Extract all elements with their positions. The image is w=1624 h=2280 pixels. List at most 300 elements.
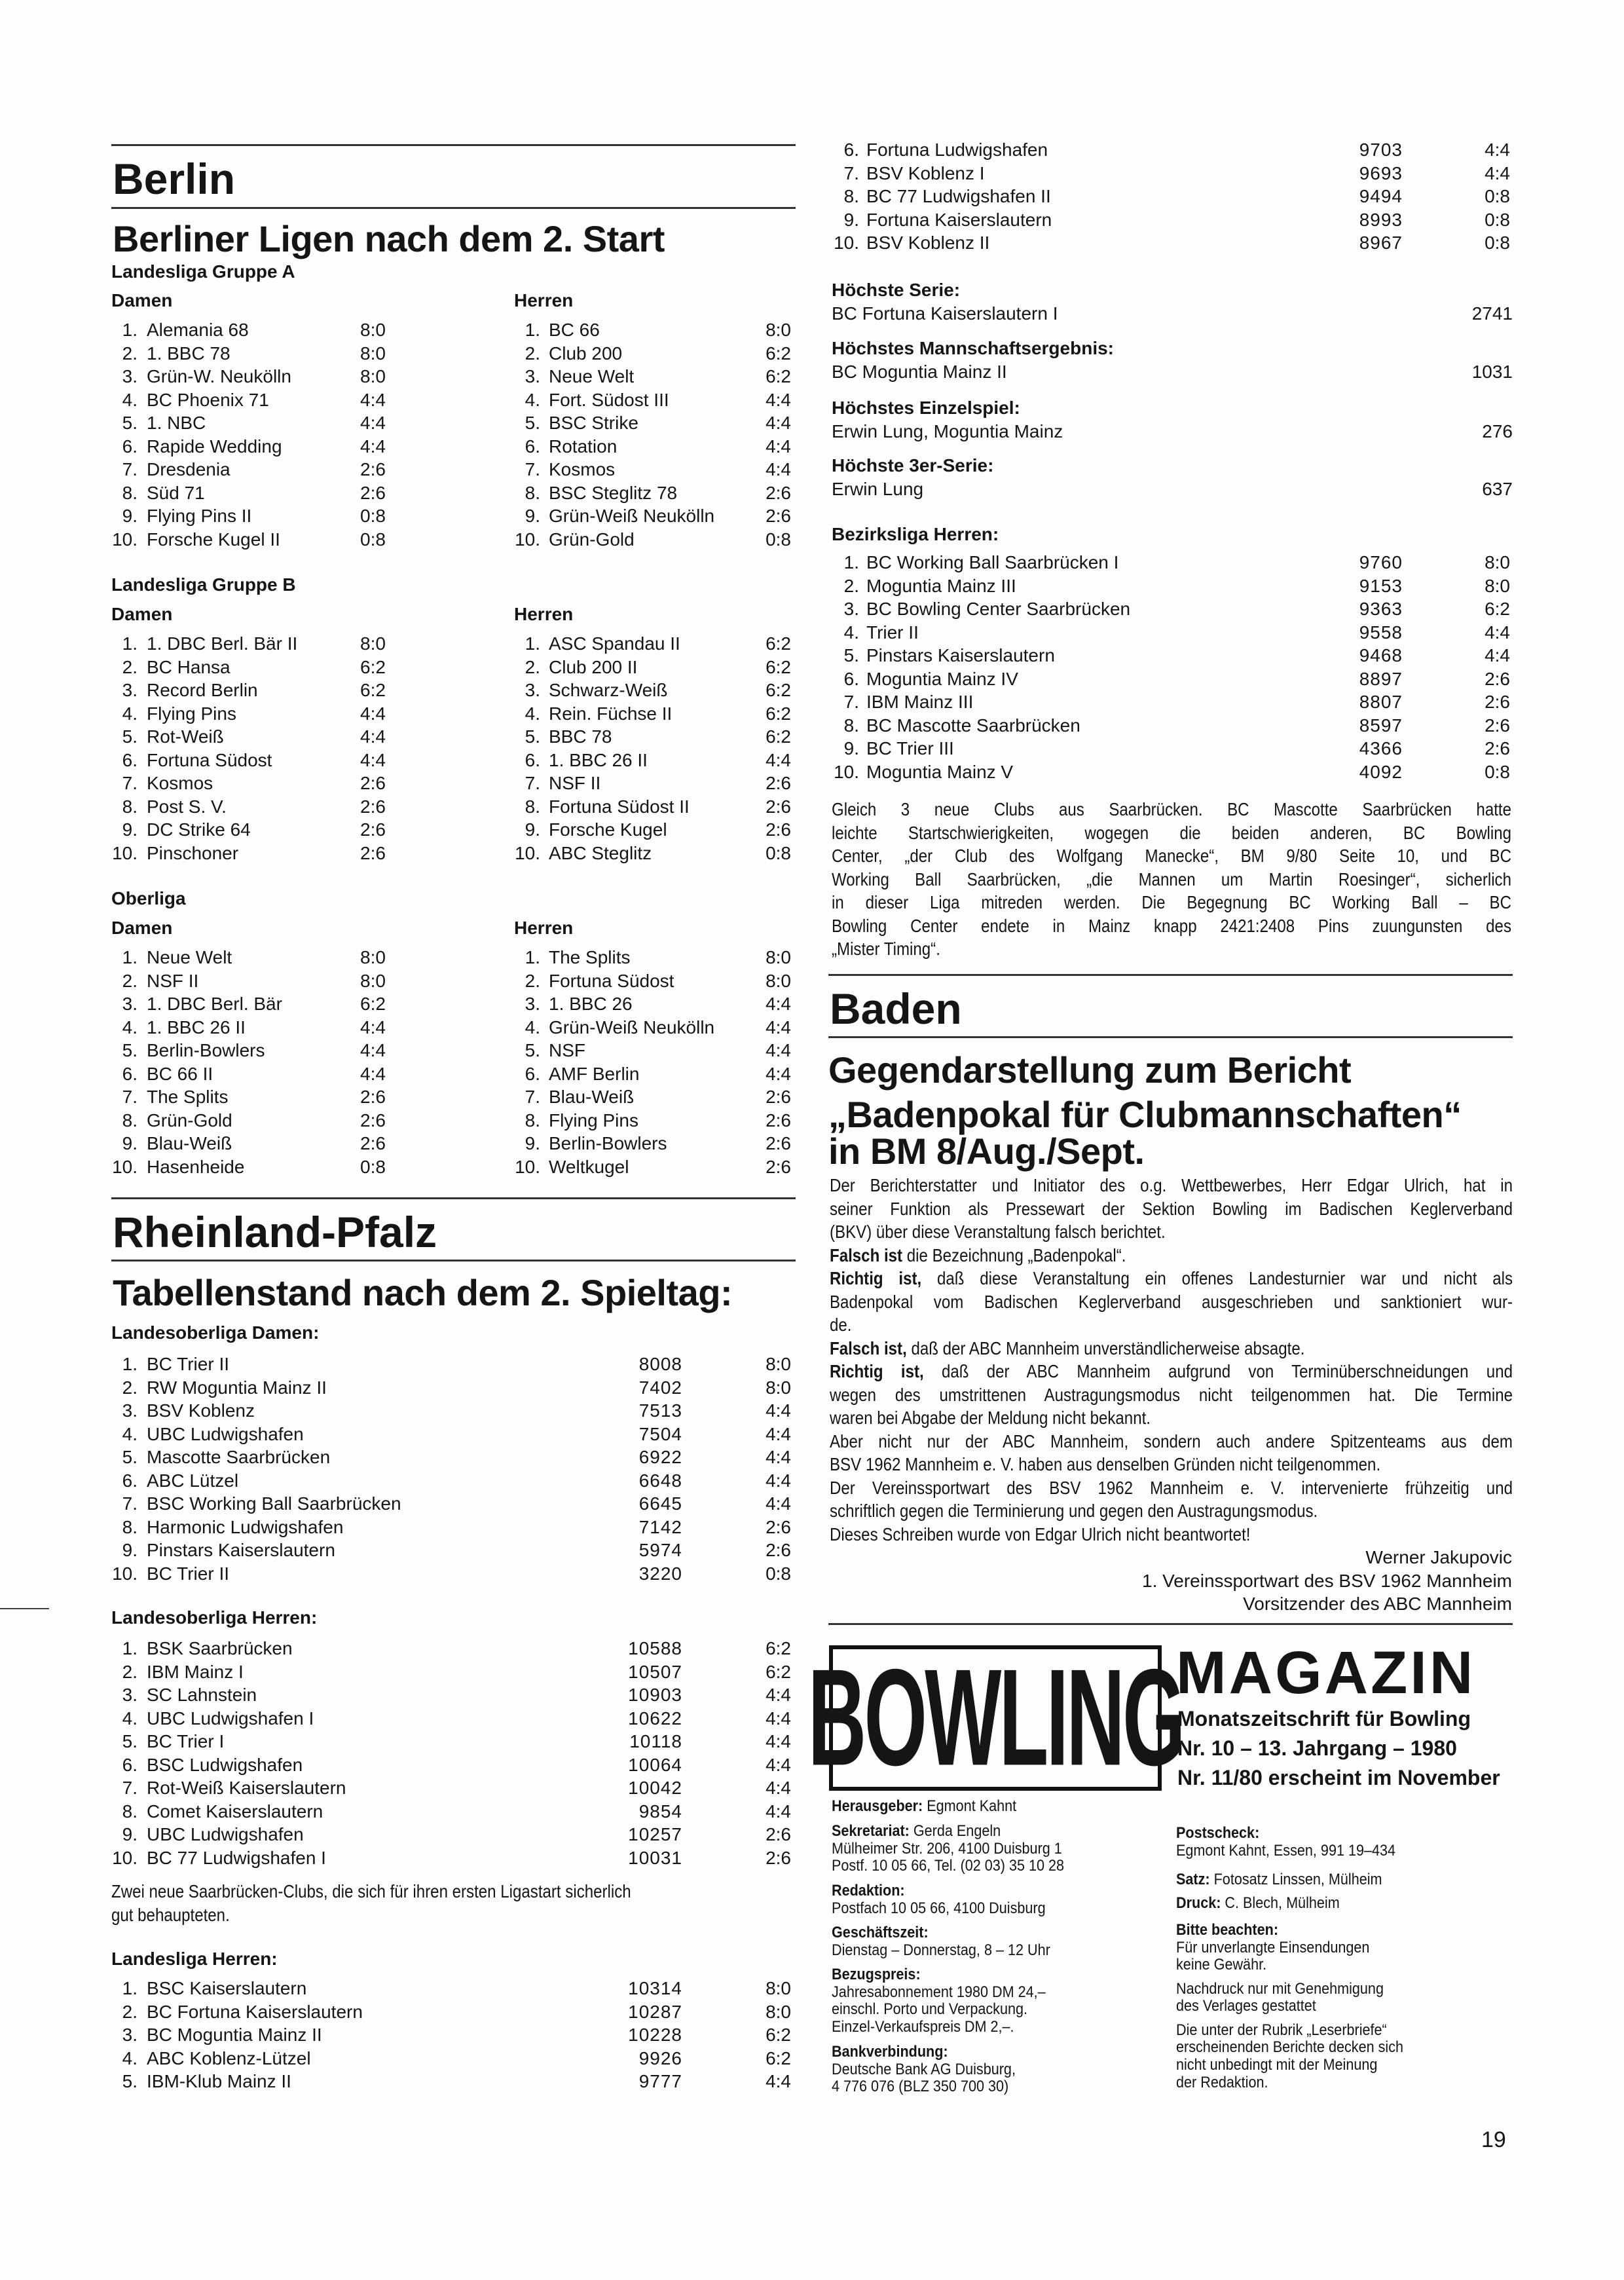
pins: 8597 (1359, 715, 1403, 736)
score: 6:2 (360, 680, 386, 700)
pins: 9854 (638, 1801, 682, 1822)
imprint-value: der Redaktion. (1176, 2074, 1268, 2091)
record-block (832, 337, 1513, 383)
record-block (832, 454, 1513, 500)
paragraph-line (830, 1523, 1513, 1546)
score: 6:2 (766, 366, 791, 386)
line-text: Working Ball Saarbrücken, „die Mannen um Martin Roesinger“, sicherlich (832, 869, 1511, 889)
imprint-line (832, 1858, 1090, 1875)
rank: 3. (122, 366, 138, 386)
rank: 5. (525, 1040, 540, 1060)
imprint-value: 4 776 076 (BLZ 350 700 30) (832, 2078, 1009, 2095)
imprint-value: Jahresabonnement 1980 DM 24,– (832, 1983, 1046, 2001)
pins: 8993 (1359, 209, 1403, 230)
imprint-text (832, 2078, 1008, 2096)
record-block (832, 278, 1513, 325)
team-name: BSV Koblenz II (866, 233, 990, 253)
imprint-text (1176, 1956, 1266, 1974)
imprint-text (1176, 2057, 1377, 2074)
imprint-line (1176, 1939, 1391, 1957)
score: 2:6 (360, 842, 386, 863)
league-label: Landesoberliga Herren: (111, 1607, 318, 1628)
score: 4:4 (766, 1470, 791, 1491)
score: 2:6 (360, 796, 386, 817)
pins: 9760 (1359, 552, 1403, 572)
rank: 3. (122, 1685, 138, 1705)
team-name: BSC Kaiserslautern (147, 1978, 307, 1998)
paragraph-line (832, 844, 1511, 868)
record-holder: BC Fortuna Kaiserslautern I (832, 303, 1058, 324)
rank: 6. (525, 1063, 540, 1084)
rank: 5. (122, 726, 138, 747)
imprint-label: Bitte beachten: (1176, 1921, 1279, 1939)
score: 4:4 (360, 413, 386, 433)
rank: 10. (515, 1156, 540, 1177)
score: 4:4 (766, 749, 791, 770)
line-text: leichte Startschwierigkeiten, wogegen die beiden anderen, BC Bowling (832, 822, 1511, 843)
rank: 8. (122, 482, 138, 503)
pins: 6645 (638, 1493, 682, 1514)
masthead-info (1177, 1704, 1500, 1793)
team-name: Pinstars Kaiserslautern (866, 645, 1055, 665)
rank: 9. (525, 1133, 540, 1153)
rank: 1. (525, 633, 540, 654)
imprint-text (832, 2044, 948, 2061)
line-text: in dieser Liga mitreden werden. Die Begegnung BC Working Ball – BC (832, 892, 1511, 912)
score: 4:4 (360, 1040, 386, 1060)
imprint-value: keine Gewähr. (1176, 1956, 1267, 1973)
rank: 3. (122, 994, 138, 1014)
pins: 8897 (1359, 668, 1403, 689)
team-name: BSV Koblenz I (866, 162, 985, 183)
pins: 10588 (628, 1638, 682, 1658)
score: 4:4 (766, 1040, 791, 1060)
imprint-value: Deutsche Bank AG Duisburg, (832, 2061, 1016, 2078)
rank: 10. (112, 1847, 138, 1868)
pins: 7142 (638, 1516, 682, 1537)
score: 4:4 (360, 389, 386, 410)
team-name: BBC 78 (549, 726, 612, 747)
record-value: 276 (1482, 420, 1513, 441)
paragraph-line (830, 1476, 1513, 1500)
line-text: Gleich 3 neue Clubs aus Saarbrücken. BC Mascotte Saarbrücken hatte (832, 799, 1511, 819)
imprint-value: Postfach 10 05 66, 4100 Duisburg (832, 1899, 1046, 1917)
line-text: „Mister Timing“. (832, 939, 940, 959)
score: 6:2 (766, 2025, 791, 2045)
imprint-value: Dienstag – Donnerstag, 8 – 12 Uhr (832, 1941, 1050, 1959)
rank: 10. (834, 761, 859, 782)
divider (828, 1036, 1513, 1038)
line-text (830, 1337, 1304, 1360)
team-name: BC Mascotte Saarbrücken (866, 715, 1080, 736)
team-name: RW Moguntia Mainz II (147, 1377, 327, 1398)
rank: 9. (122, 1133, 138, 1153)
note-paragraph (111, 1880, 796, 1926)
team-name: IBM Mainz III (866, 692, 974, 712)
score: 8:0 (360, 320, 386, 340)
rank: 9. (525, 819, 540, 840)
imprint-value: Einzel-Verkaufspreis DM 2,–. (832, 2018, 1014, 2036)
pins: 10042 (628, 1778, 682, 1798)
article-headline: Tabellenstand nach dem 2. Spieltag: (113, 1272, 733, 1313)
rank: 2. (122, 1661, 138, 1682)
imprint-line (1176, 2039, 1429, 2057)
team-name: Comet Kaiserslautern (147, 1801, 323, 1822)
paragraph-line (111, 1880, 796, 1903)
team-name: Berlin-Bowlers (147, 1040, 265, 1060)
rank: 9. (122, 1824, 138, 1844)
rank: 2. (122, 970, 138, 991)
damen-label: Damen (111, 290, 173, 310)
score: 6:2 (360, 994, 386, 1014)
score: 8:0 (766, 1354, 791, 1374)
imprint-line (832, 2078, 1028, 2096)
team-name: Post S. V. (147, 796, 227, 817)
imprint-line (832, 2044, 961, 2061)
score: 8:0 (1485, 575, 1510, 596)
team-name: Moguntia Mainz III (866, 575, 1016, 596)
record-label: Höchste 3er-Serie: (832, 455, 994, 476)
league-label: Landesliga Gruppe B (111, 574, 296, 595)
team-name: Rot-Weiß Kaiserslautern (147, 1778, 346, 1798)
score: 4:4 (766, 1731, 791, 1751)
rank: 2. (525, 970, 540, 991)
line-text (830, 1383, 1513, 1407)
score: 6:2 (766, 633, 791, 654)
rank: 8. (122, 1110, 138, 1131)
rank: 4. (122, 389, 138, 410)
masthead-line: Nr. 11/80 erscheint im November (1177, 1766, 1500, 1789)
paragraph-line (832, 937, 1511, 961)
record-block (832, 396, 1513, 443)
score: 4:4 (766, 1493, 791, 1514)
imprint-value: des Verlages gestattet (1176, 1997, 1316, 2015)
team-name: UBC Ludwigshafen (147, 1423, 304, 1444)
pins: 9468 (1359, 645, 1403, 665)
pins: 9926 (638, 2047, 682, 2068)
imprint-line (1176, 1895, 1357, 1913)
team-name: Hasenheide (147, 1156, 245, 1177)
score: 4:4 (360, 703, 386, 724)
team-name: Grün-Weiß Neukölln (549, 1017, 715, 1037)
masthead-line: Monatszeitschrift für Bowling (1177, 1707, 1471, 1730)
score: 6:2 (766, 703, 791, 724)
rank: 1. (525, 947, 540, 967)
text: daß diese Veranstaltung ein offenes Landesturnier war und nicht als (921, 1268, 1513, 1288)
text: waren bei Abgabe der Meldung nicht bekannt. (830, 1408, 1151, 1428)
pins: 10257 (628, 1824, 682, 1844)
imprint-value: Gerda Engeln (909, 1822, 1001, 1840)
paragraph-line (830, 1174, 1513, 1197)
imprint-line (832, 1924, 939, 1942)
score: 4:4 (1485, 162, 1510, 183)
score: 4:4 (1485, 645, 1510, 665)
signature-role: 1. Vereinssportwart des BSV 1962 Mannheim (1142, 1570, 1512, 1591)
rank: 7. (122, 1493, 138, 1514)
imprint-text (832, 1858, 1064, 1875)
rank: 9. (122, 506, 138, 526)
rank: 8. (525, 482, 540, 503)
imprint-line (1176, 2074, 1278, 2092)
rank: 8. (525, 1110, 540, 1131)
team-name: 1. NBC (147, 413, 206, 433)
imprint-label: Redaktion: (832, 1882, 905, 1899)
rank: 6. (122, 1063, 138, 1084)
team-name: 1. BBC 78 (147, 343, 231, 364)
imprint-label: Geschäftszeit: (832, 1924, 929, 1941)
line-text (830, 1267, 1513, 1290)
team-name: 1. BBC 26 II (549, 749, 648, 770)
score: 0:8 (1485, 209, 1510, 230)
team-name: Kosmos (147, 773, 213, 793)
masthead-line: Nr. 10 – 13. Jahrgang – 1980 (1177, 1736, 1457, 1760)
score: 0:8 (766, 529, 791, 550)
team-name: Trier II (866, 622, 919, 643)
team-name: Moguntia Mainz IV (866, 668, 1018, 689)
score: 2:6 (766, 1847, 791, 1868)
rank: 3. (122, 680, 138, 700)
record-label: Höchste Serie: (832, 280, 961, 300)
score: 6:2 (766, 343, 791, 364)
baden-headline-1: Gegendarstellung zum Bericht (828, 1049, 1352, 1091)
team-name: NSF (549, 1040, 585, 1060)
paragraph-line (832, 868, 1511, 891)
team-name: Pinschoner (147, 842, 239, 863)
herren-label: Herren (514, 290, 574, 310)
team-name: Fortuna Südost II (549, 796, 690, 817)
score: 2:6 (766, 1516, 791, 1537)
score: 6:2 (1485, 599, 1510, 619)
score: 4:4 (766, 436, 791, 457)
text: Der Berichterstatter und Initiator des o.g. Wettbewerbes, Herr Edgar Ulrich, hat in (830, 1175, 1513, 1195)
line-text (830, 1220, 1166, 1244)
team-name: Pinstars Kaiserslautern (147, 1540, 335, 1560)
page-number: 19 (1481, 2127, 1506, 2152)
score: 0:8 (360, 529, 386, 550)
imprint-value: nicht unbedingt mit der Meinung (1176, 2056, 1378, 2074)
team-name: Fort. Südost III (549, 389, 669, 410)
rank: 1. (843, 552, 859, 572)
score: 0:8 (766, 1563, 791, 1584)
rank: 3. (122, 2025, 138, 2045)
emphasis: Falsch ist, (830, 1337, 907, 1358)
team-name: BSC Ludwigshafen (147, 1754, 303, 1775)
rank: 7. (122, 1087, 138, 1107)
pins: 8967 (1359, 233, 1403, 253)
imprint-value: Fotosatz Linssen, Mülheim (1209, 1871, 1382, 1888)
rank: 7. (122, 1778, 138, 1798)
team-name: Fortuna Südost (147, 749, 272, 770)
score: 8:0 (766, 2001, 791, 2022)
paragraph-line (830, 1267, 1513, 1290)
team-name: 1. BBC 26 II (147, 1017, 246, 1037)
rank: 5. (525, 726, 540, 747)
team-name: The Splits (147, 1087, 229, 1107)
pins: 10064 (628, 1754, 682, 1775)
pins: 9777 (638, 2071, 682, 2091)
team-name: BC 66 (549, 320, 600, 340)
divider (828, 1623, 1513, 1625)
score: 4:4 (766, 1801, 791, 1822)
league-label: Landesliga Herren: (111, 1949, 278, 1969)
team-name: BC Hansa (147, 656, 231, 677)
team-name: Rapide Wedding (147, 436, 282, 457)
rank: 7. (122, 459, 138, 479)
team-name: 1. DBC Berl. Bär (147, 994, 282, 1014)
team-name: BC Moguntia Mainz II (147, 2025, 322, 2045)
text: seiner Funktion als Pressewart der Sektion Bowling im Badischen Keglerverband (830, 1198, 1513, 1219)
emphasis: Richtig ist, (830, 1361, 924, 1381)
imprint-text (832, 1841, 1062, 1858)
rank: 4. (122, 703, 138, 724)
team-name: BC 66 II (147, 1063, 213, 1084)
pins: 6922 (638, 1447, 682, 1467)
score: 8:0 (766, 1377, 791, 1398)
team-name: Club 200 (549, 343, 623, 364)
team-name: 1. DBC Berl. Bär II (147, 633, 298, 654)
imprint-line (832, 1984, 1069, 2002)
score: 8:0 (360, 947, 386, 967)
score: 2:6 (766, 1110, 791, 1131)
score: 4:4 (360, 749, 386, 770)
pins: 4366 (1359, 738, 1403, 758)
record-line (832, 420, 1513, 443)
league-label: Oberliga (111, 888, 186, 908)
team-name: IBM-Klub Mainz II (147, 2071, 291, 2091)
score: 2:6 (360, 1087, 386, 1107)
rank: 6. (525, 436, 540, 457)
team-name: BC Trier I (147, 1731, 225, 1751)
team-name: Rein. Füchse II (549, 703, 673, 724)
rank: 8. (843, 186, 859, 206)
paragraph-line (830, 1197, 1513, 1221)
score: 2:6 (766, 819, 791, 840)
score: 2:6 (1485, 738, 1510, 758)
score: 0:8 (360, 1156, 386, 1177)
rank: 6. (122, 1470, 138, 1491)
rank: 4. (122, 1708, 138, 1729)
record-holder: Erwin Lung, Moguntia Mainz (832, 420, 1063, 441)
score: 0:8 (766, 842, 791, 863)
record-holder: BC Moguntia Mainz II (832, 361, 1007, 382)
team-name: UBC Ludwigshafen I (147, 1708, 314, 1729)
score: 0:8 (1485, 233, 1510, 253)
team-name: BSK Saarbrücken (147, 1638, 293, 1658)
pins: 7504 (638, 1423, 682, 1444)
score: 4:4 (360, 1063, 386, 1084)
score: 8:0 (360, 970, 386, 991)
score: 4:4 (360, 436, 386, 457)
rank: 9. (843, 738, 859, 758)
imprint-value: C. Blech, Mülheim (1221, 1894, 1340, 1912)
team-name: Fortuna Südost (549, 970, 674, 991)
line-text (830, 1244, 1126, 1267)
pins: 9558 (1359, 622, 1403, 643)
imprint-text (1176, 1895, 1340, 1913)
divider (111, 144, 796, 146)
record-label: Höchstes Mannschaftsergebnis: (832, 338, 1114, 358)
imprint-text (832, 1882, 905, 1900)
score: 4:4 (766, 1778, 791, 1798)
rank: 7. (525, 1087, 540, 1107)
team-name: Grün-Gold (147, 1110, 232, 1131)
paragraph-line (830, 1383, 1513, 1407)
pins: 10031 (628, 1847, 682, 1868)
team-name: Harmonic Ludwigshafen (147, 1516, 344, 1537)
imprint-line (832, 1841, 1088, 1858)
section-title-rheinland-pfalz: Rheinland-Pfalz (113, 1208, 437, 1256)
team-name: Grün-W. Neukölln (147, 366, 291, 386)
imprint-value: Postf. 10 05 66, Tel. (02 03) 35 10 28 (832, 1857, 1065, 1875)
pins: 9494 (1359, 186, 1403, 206)
paragraph-line (830, 1244, 1513, 1267)
team-name: Grün-Gold (549, 529, 635, 550)
line-text (830, 1313, 851, 1337)
bezirk-paragraph (832, 798, 1511, 961)
text: daß der ABC Mannheim aufgrund von Terminüberschneidungen und (923, 1361, 1513, 1381)
team-name: Blau-Weiß (549, 1087, 635, 1107)
pins: 10118 (629, 1731, 682, 1751)
rank: 10. (112, 1563, 138, 1584)
record-line (832, 360, 1513, 384)
record-value: 2741 (1471, 303, 1513, 324)
text: wegen des umstrittenen Austragungsmodus nicht teilgenommen hat. Die Termine (830, 1384, 1513, 1405)
score: 4:4 (766, 1017, 791, 1037)
imprint-line (832, 1823, 1020, 1841)
line-text (830, 1360, 1513, 1383)
score: 8:0 (360, 343, 386, 364)
league-label: Bezirksliga Herren: (832, 524, 999, 544)
paragraph-line (832, 821, 1511, 845)
score: 2:6 (1485, 715, 1510, 736)
rank: 9. (525, 506, 540, 526)
team-name: Neue Welt (549, 366, 635, 386)
divider (828, 974, 1513, 976)
rank: 4. (843, 622, 859, 643)
line-text (830, 1523, 1250, 1546)
pins: 7402 (638, 1377, 682, 1398)
score: 2:6 (360, 459, 386, 479)
rank: 9. (122, 1540, 138, 1560)
pins: 10622 (628, 1708, 682, 1729)
team-name: BSC Working Ball Saarbrücken (147, 1493, 401, 1514)
team-name: NSF II (549, 773, 601, 793)
magazin-title: MAGAZIN (1176, 1639, 1476, 1706)
baden-body (830, 1174, 1513, 1546)
score: 4:4 (766, 1447, 791, 1467)
paragraph-line (830, 1313, 1513, 1337)
pins: 3220 (638, 1563, 682, 1584)
imprint-text (832, 1966, 921, 1984)
rank: 5. (122, 1731, 138, 1751)
imprint-label: Satz: (1176, 1871, 1210, 1888)
pins: 6648 (638, 1470, 682, 1491)
imprint-text (832, 2001, 1027, 2019)
score: 6:2 (360, 656, 386, 677)
damen-label: Damen (111, 604, 173, 624)
pins: 10314 (628, 1978, 682, 1998)
score: 2:6 (766, 796, 791, 817)
team-name: Flying Pins II (147, 506, 252, 526)
score: 2:6 (360, 819, 386, 840)
imprint-text (832, 2019, 1014, 2036)
league-label: Landesoberliga Damen: (111, 1322, 320, 1343)
score: 6:2 (766, 680, 791, 700)
imprint-text (832, 1924, 929, 1942)
paragraph-line (830, 1220, 1513, 1244)
rank: 1. (122, 1638, 138, 1658)
league-label: Landesliga Gruppe A (111, 261, 295, 282)
